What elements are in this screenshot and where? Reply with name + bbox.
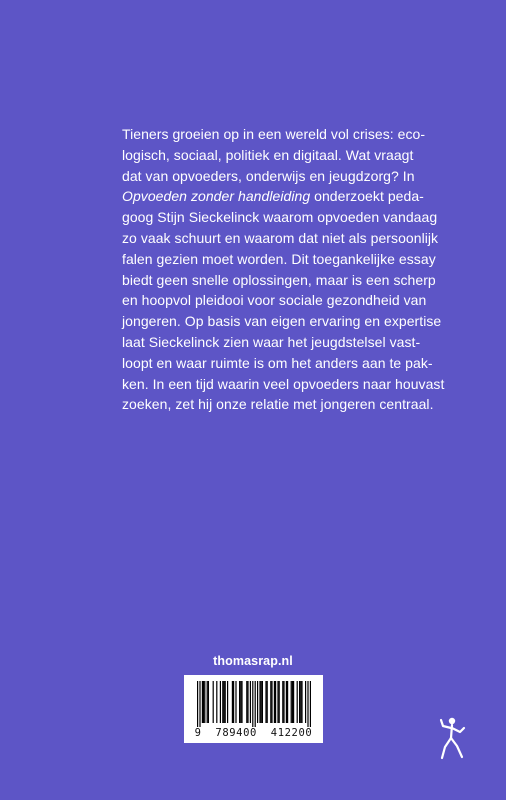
barcode-bar [235, 681, 236, 723]
barcode-bar [223, 681, 224, 723]
blurb-line [122, 186, 422, 207]
barcode-bar [207, 681, 208, 723]
blurb-line: zoeken, zet hij onze relatie met jongeren centraal. [122, 396, 434, 413]
barcode-bar [252, 681, 253, 727]
barcode-bar [277, 681, 278, 723]
barcode-bar [250, 681, 251, 723]
barcode-bar [262, 681, 263, 723]
book-title-italic: Opvoeden zonder handleiding [122, 188, 311, 205]
barcode-bar [204, 681, 205, 723]
barcode-bar [216, 681, 217, 723]
barcode-bar [300, 681, 301, 723]
barcode-bar [307, 681, 308, 727]
barcode-bar [213, 681, 214, 723]
barcode-bar [310, 681, 311, 727]
blurb-line: zo vaak schuurt en waarom dat niet als persoonlijk [122, 229, 439, 246]
barcode-bar [261, 681, 262, 723]
barcode-bar [291, 681, 292, 723]
barcode-bar [247, 681, 248, 723]
barcode-bar [271, 681, 272, 723]
barcode-bar [246, 681, 247, 723]
barcode-bar [240, 681, 241, 723]
barcode-bar [305, 681, 306, 723]
barcode-bars [191, 681, 316, 727]
blurb-line: biedt geen snelle oplossingen, maar is een scherp [122, 271, 436, 288]
barcode-bar [265, 681, 266, 723]
blurb-text [122, 124, 445, 415]
blurb-line: goog Stijn Sieckelinck waarom opvoeden vandaag [122, 209, 438, 226]
barcode-bar [208, 681, 209, 723]
barcode-bar [241, 681, 242, 723]
barcode-bar [292, 681, 293, 723]
barcode-bar [286, 681, 287, 723]
publisher-website: thomasrap.nl [213, 654, 293, 668]
barcode-bar [239, 681, 240, 723]
isbn-number: 9 789400 412200 [194, 727, 313, 739]
barcode-bar [275, 681, 276, 723]
barcode-bar [197, 681, 198, 727]
barcode-bar [287, 681, 288, 723]
barcode-bar [279, 681, 280, 723]
barcode-bar [293, 681, 294, 723]
barcode-bar [274, 681, 275, 723]
barcode-bar [267, 681, 268, 723]
barcode-bar [199, 681, 200, 727]
blurb-line: loopt en waar ruimte is om het anders aan te pak- [122, 354, 433, 371]
blurb-line: jongeren. Op basis van eigen ervaring en expertise [122, 313, 442, 330]
blurb-line: laat Sieckelinck zien waar het jeugdstelsel vast- [122, 333, 421, 350]
blurb-line: Tieners groeien op in een wereld vol crises: eco- [122, 126, 426, 142]
barcode-bar [283, 681, 284, 723]
blurb-line: dat van opvoeders, onderwijs en jeugdzorg? In [122, 167, 415, 184]
barcode-bar [257, 681, 258, 723]
barcode-bar [255, 681, 256, 727]
blurb-line: logisch, sociaal, politiek en digitaal. Wat vraagt [122, 146, 414, 163]
blurb-line: ken. In een tijd waarin veel opvoeders naar houvast [122, 375, 445, 392]
barcode-bar [301, 681, 302, 723]
barcode-bar [297, 681, 298, 723]
barcode-bar [225, 681, 226, 723]
publisher-figure-logo-icon [438, 716, 466, 760]
barcode-bar [282, 681, 283, 723]
barcode-bar [270, 681, 271, 723]
barcode-bar [202, 681, 203, 723]
barcode-bar [299, 681, 300, 723]
barcode-bar [233, 681, 234, 723]
barcode-bar [203, 681, 204, 723]
blurb-line-rest: onderzoekt peda- [310, 188, 424, 205]
barcode-bar [220, 681, 221, 723]
barcode-bar [227, 681, 228, 723]
barcode-bar [222, 681, 223, 723]
blurb-line: en hoopvol pleidooi voor sociale gezondheid van [122, 292, 427, 309]
barcode-bar [232, 681, 233, 723]
blurb-line: falen gezien moet worden. Dit toegankelijke essay [122, 250, 436, 267]
isbn-barcode [184, 675, 323, 743]
barcode-bar [259, 681, 260, 723]
